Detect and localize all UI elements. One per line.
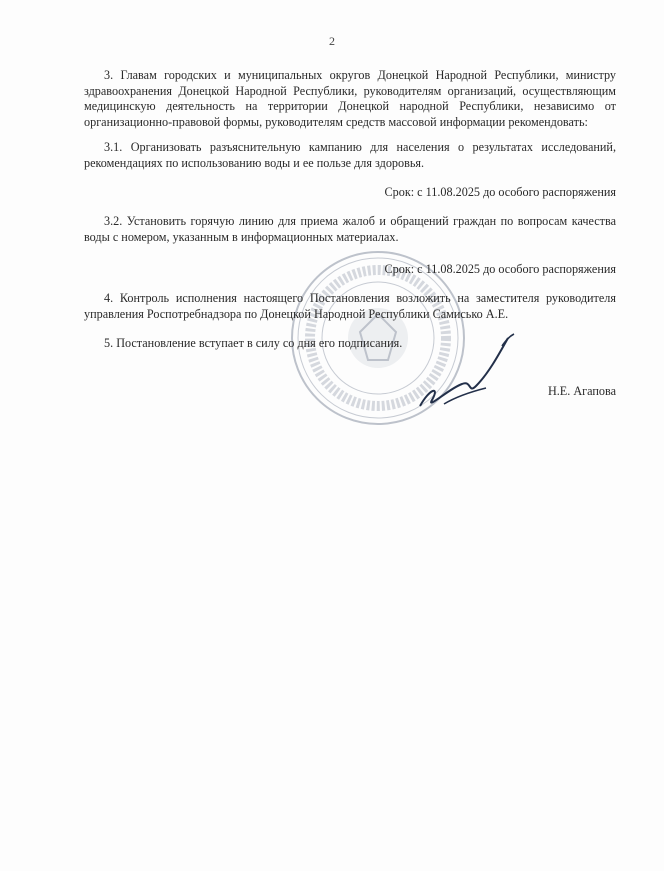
page-number: 2 bbox=[329, 34, 335, 48]
signatory-name: Н.Е. Агапова bbox=[547, 384, 616, 398]
deadline-1: Срок: с 11.08.2025 до особого распоряжения bbox=[384, 185, 616, 199]
deadline-2: Срок: с 11.08.2025 до особого распоряжения bbox=[384, 262, 616, 276]
paragraph-3-1: 3.1. Организовать разъяснительную кампанию для населения о результатах исследований, рекомендациях по использованию воды и ее пользе для здоровья. bbox=[84, 140, 616, 170]
paragraph-3-2: 3.2. Установить горячую линию для приема жалоб и обращений граждан по вопросам качества воды с номером, указанным в информационных материалах. bbox=[84, 214, 616, 244]
paragraph-3: 3. Главам городских и муниципальных округов Донецкой Народной Республики, министру здравоохранения Донецкой Народной Республики, руководителям организаций, осуществляющим медицинскую деятельность на территории Донецкой народной Республики, независимо от организационно-правовой формы, руководителям средств массовой информации рекомендовать: bbox=[84, 68, 616, 129]
paragraph-5: 5. Постановление вступает в силу со дня его подписания. bbox=[104, 336, 403, 350]
paragraph-4: 4. Контроль исполнения настоящего Постановления возложить на заместителя руководителя управления Роспотребнадзора по Донецкой Народной Республики Самисько А.Е. bbox=[84, 291, 616, 321]
